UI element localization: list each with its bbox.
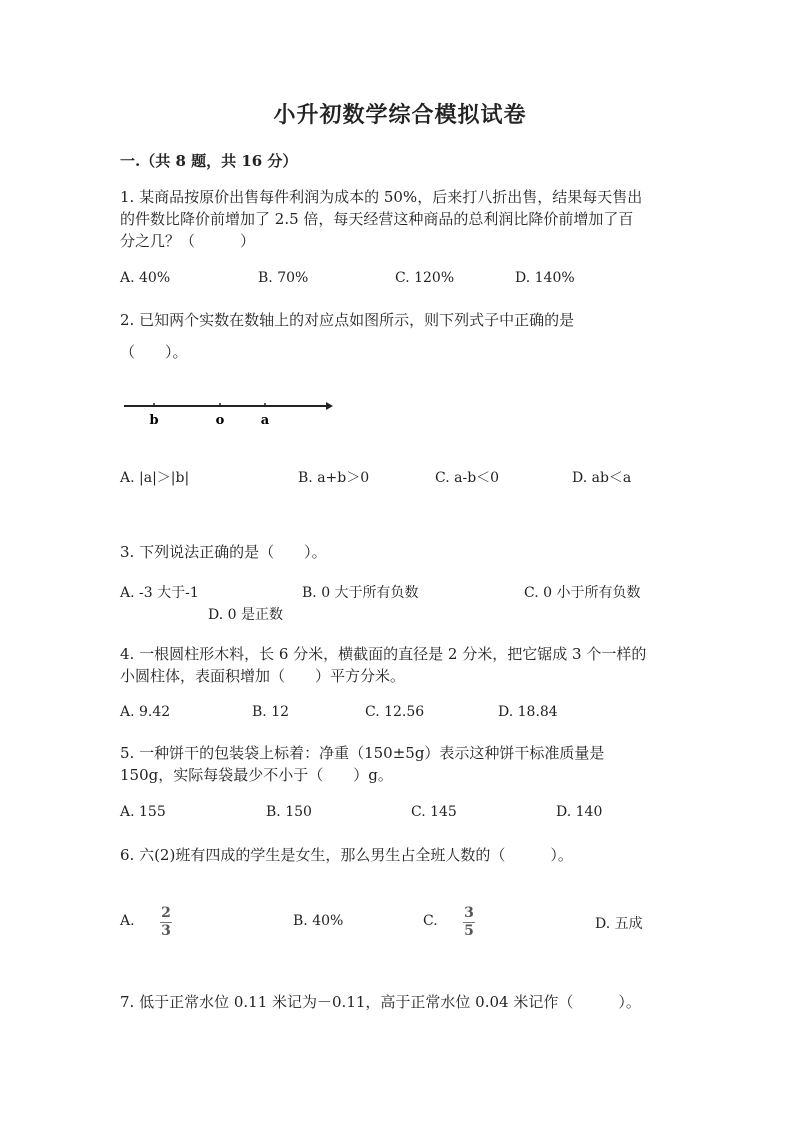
question-4-line-1: 4. 一根圆柱形木料，长 6 分米，横截面的直径是 2 分米，把它锯成 3 个一样的 <box>120 645 647 663</box>
question-2-line-2: （ ）。 <box>120 343 188 361</box>
q1-option-d[interactable]: D. 140% <box>515 270 575 286</box>
section-heading: 一.（共 8 题，共 16 分） <box>120 152 298 170</box>
question-7-line-1: 7. 低于正常水位 0.11 米记为－0.11，高于正常水位 0.04 米记作（ ）。 <box>120 993 641 1011</box>
question-6 <box>120 844 680 866</box>
q5-option-c[interactable]: C. 145 <box>411 804 457 820</box>
q6-fraction-three-fifths <box>463 906 475 939</box>
fraction-denominator: 5 <box>464 923 474 939</box>
question-4 <box>120 643 680 687</box>
q2-option-a[interactable]: A. |a|＞|b| <box>120 470 190 486</box>
question-2-line-1: 2. 已知两个实数在数轴上的对应点如图所示，则下列式子中正确的是 <box>120 311 575 329</box>
number-line-figure <box>120 395 340 435</box>
question-1-line-2: 的件数比降价前增加了 2.5 倍，每天经营这种商品的总利润比降价前增加了百 <box>120 210 634 228</box>
fraction-numerator: 2 <box>161 905 171 921</box>
axis-label-o: o <box>215 413 225 428</box>
fraction-numerator: 3 <box>464 905 474 921</box>
question-2 <box>120 309 680 363</box>
fraction-denominator: 3 <box>161 923 171 939</box>
q3-option-a[interactable]: A. -3 大于-1 <box>120 585 199 601</box>
axis-label-b: b <box>149 413 159 428</box>
q4-option-d[interactable]: D. 18.84 <box>498 704 558 720</box>
q6-option-d[interactable]: D. 五成 <box>595 916 643 932</box>
q6-fraction-two-thirds <box>160 906 172 939</box>
q2-option-c[interactable]: C. a-b＜0 <box>435 470 500 486</box>
q3-option-d[interactable]: D. 0 是正数 <box>208 607 283 623</box>
question-4-line-2: 小圆柱体，表面积增加（ ）平方分米。 <box>120 667 406 685</box>
question-1 <box>120 186 680 252</box>
q5-option-a[interactable]: A. 155 <box>120 804 166 820</box>
question-1-line-1: 1. 某商品按原价出售每件利润为成本的 50%，后来打八折出售，结果每天售出 <box>120 188 643 206</box>
q1-option-a[interactable]: A. 40% <box>120 270 171 286</box>
question-5-line-1: 5. 一种饼干的包装袋上标着：净重（150±5g）表示这种饼干标准质量是 <box>120 744 605 762</box>
question-5-line-2: 150g，实际每袋最少不小于（ ）g。 <box>120 766 393 784</box>
q1-option-c[interactable]: C. 120% <box>395 270 455 286</box>
q2-option-b[interactable]: B. a+b＞0 <box>298 470 370 486</box>
q3-option-c[interactable]: C. 0 小于所有负数 <box>524 585 641 601</box>
question-3 <box>120 541 680 563</box>
question-7 <box>120 991 700 1013</box>
arrow-right-icon <box>326 402 333 410</box>
q5-option-d[interactable]: D. 140 <box>556 804 603 820</box>
q4-option-b[interactable]: B. 12 <box>252 704 290 720</box>
q4-option-c[interactable]: C. 12.56 <box>365 704 425 720</box>
question-6-line-1: 6. 六(2)班有四成的学生是女生，那么男生占全班人数的（ ）。 <box>120 846 573 864</box>
q6-option-b[interactable]: B. 40% <box>293 913 344 929</box>
axis-label-a: a <box>260 413 270 428</box>
question-3-line-1: 3. 下列说法正确的是（ ）。 <box>120 543 327 561</box>
page-title: 小升初数学综合模拟试卷 <box>273 102 527 128</box>
q6-option-a[interactable]: A. <box>120 913 135 929</box>
question-5 <box>120 742 680 786</box>
q5-option-b[interactable]: B. 150 <box>266 804 312 820</box>
q6-option-c[interactable]: C. <box>423 913 438 929</box>
q2-option-d[interactable]: D. ab＜a <box>572 470 632 486</box>
q4-option-a[interactable]: A. 9.42 <box>120 704 171 720</box>
q3-option-b[interactable]: B. 0 大于所有负数 <box>302 585 419 601</box>
q1-option-b[interactable]: B. 70% <box>258 270 309 286</box>
question-1-line-3: 分之几？（ ） <box>120 232 256 250</box>
